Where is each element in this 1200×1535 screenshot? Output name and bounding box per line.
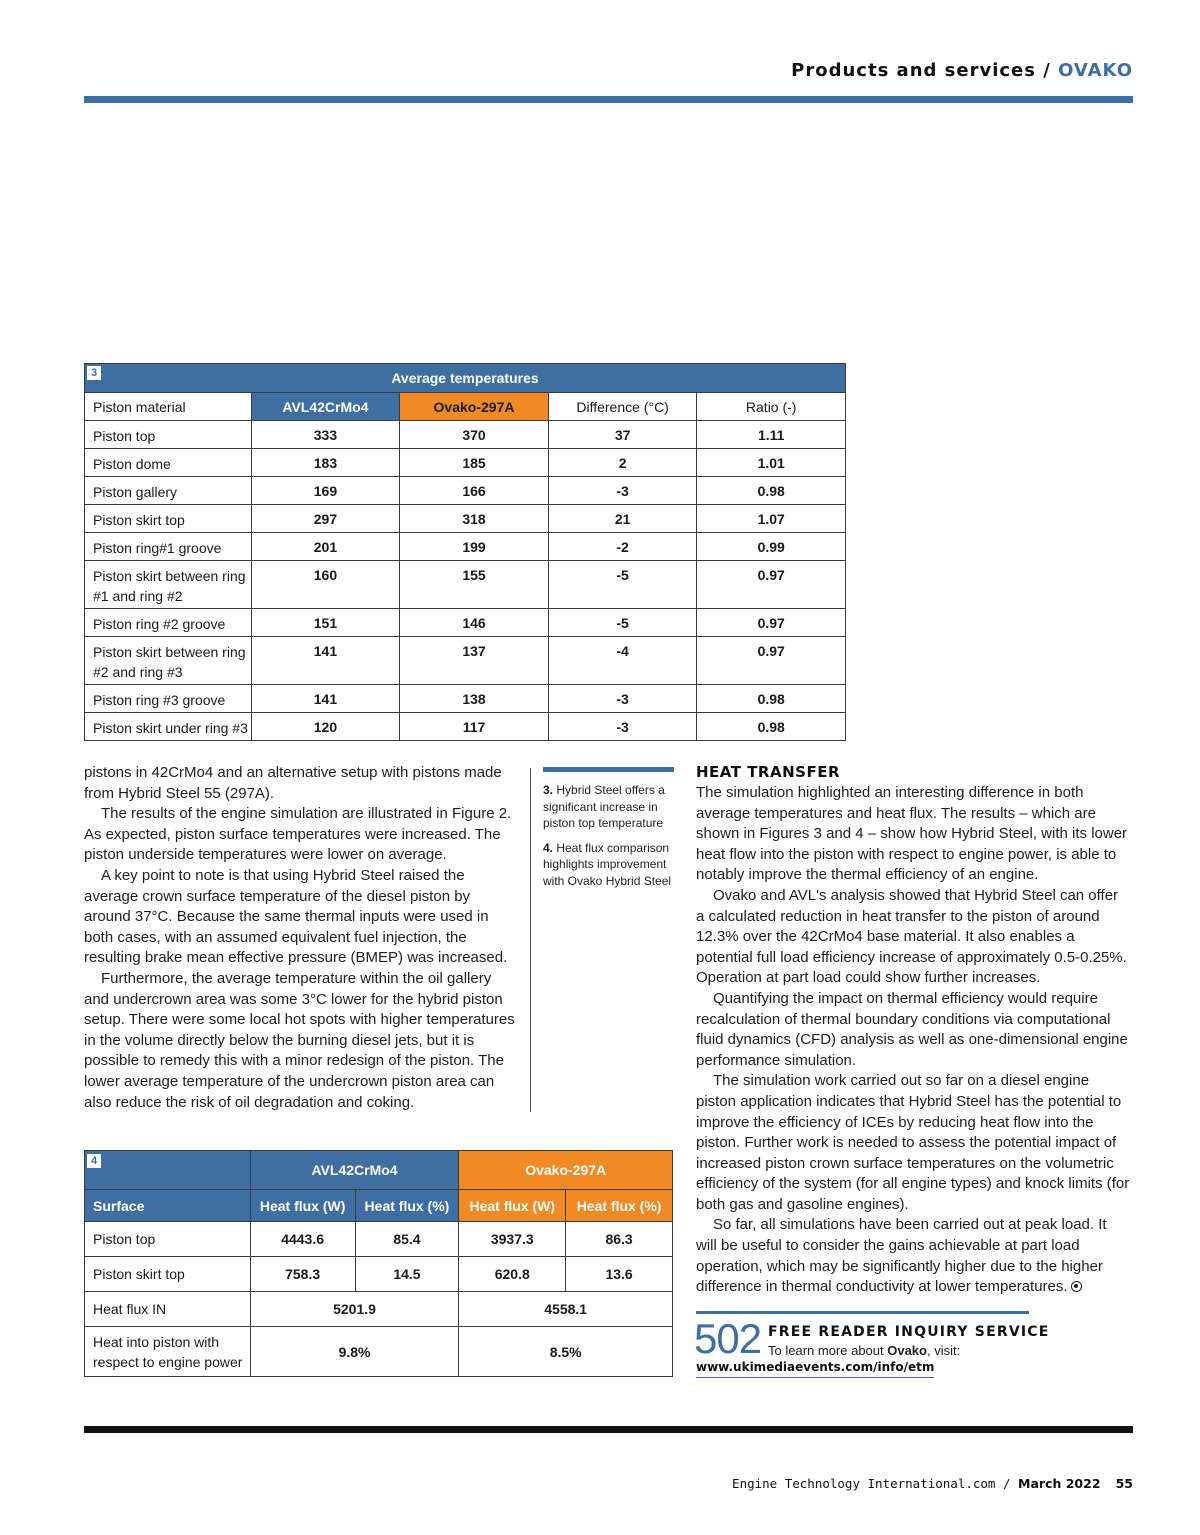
article-column-1 — [84, 763, 516, 1113]
paragraph: Quantifying the impact on thermal efficiency would require recalculation of thermal boundary conditions via computational fluid dynamics (CFD) analysis as well as one-dimensional engine performance simulation. — [696, 989, 1128, 1069]
table-cell: -2 — [548, 533, 697, 561]
paragraph: Furthermore, the average temperature within the oil gallery and undercrown area was some 3°C lower for the hybrid piston setup. There were some local hot spots with higher temperatures in the volume directly below the burning diesel jets, but it is possible to remedy this with a minor redesign of the piston. The lower average temperature of the undercrown piston area can also reduce the risk of oil degradation and coking. — [84, 969, 515, 1111]
table-cell: 13.6 — [566, 1257, 673, 1292]
table-cell: 8.5% — [459, 1327, 673, 1377]
group-header: AVL42CrMo4 — [250, 1151, 459, 1190]
brand-label: OVAKO — [1058, 60, 1133, 81]
figure-captions — [543, 782, 675, 897]
table-cell: 1.07 — [697, 505, 846, 533]
inquiry-company: Ovako — [887, 1343, 927, 1358]
table-cell: 141 — [251, 685, 400, 713]
table-cell: 37 — [548, 421, 697, 449]
paragraph: A key point to note is that using Hybrid Steel raised the average crown surface temperature of the diesel piston by around 37°C. Because the same thermal inputs were used in both cases, with an assumed equivalent fuel injection, the resulting brake mean effective pressure (BMEP) was increased. — [84, 866, 508, 967]
table-row — [85, 421, 846, 449]
table-row — [85, 609, 846, 637]
article-column-3 — [696, 783, 1130, 1298]
table-cell: 0.97 — [697, 637, 846, 685]
caption-text: Heat flux comparison highlights improvement with Ovako Hybrid Steel — [543, 840, 672, 888]
inquiry-rule — [696, 1311, 1029, 1314]
column-header: Surface — [85, 1190, 251, 1222]
table-row — [85, 713, 846, 741]
table-row — [85, 637, 846, 685]
paragraph: The results of the engine simulation are illustrated in Figure 2. As expected, piston surface temperatures were increased. The piston underside temperatures were lower on average. — [84, 805, 512, 864]
table-cell: 0.98 — [697, 477, 846, 505]
table-cell: 297 — [251, 505, 400, 533]
paragraph: The simulation work carried out so far on a diesel engine piston application indicates that Hybrid Steel has the potential to improve the efficiency of ICEs by reducing heat flow into the piston. Further work is needed to assess the potential impact of increased piston crown surface temperatures on the volumetric efficiency of the system (for all engine types) and knock limits (for both gas and gasoline engines). — [696, 1072, 1130, 1213]
table-row — [85, 1327, 673, 1377]
column-header: Heat flux (%) — [566, 1190, 673, 1222]
caption-rule — [543, 767, 674, 772]
table-row — [85, 477, 846, 505]
table-cell: 620.8 — [459, 1257, 566, 1292]
table-cell: 0.98 — [697, 713, 846, 741]
table-cell: -3 — [548, 477, 697, 505]
paragraph: Ovako and AVL's analysis showed that Hybrid Steel can offer a calculated reduction in heat transfer to the piston of around 12.3% over the 42CrMo4 base material. It also enables a potential full load efficiency increase of approximately 0.5-0.25%. Operation at part load could show further increases. — [696, 886, 1127, 987]
table-cell: 185 — [400, 449, 549, 477]
paragraph-last — [696, 1215, 1130, 1297]
row-label: Piston ring #3 groove — [85, 685, 252, 713]
caption-text: Hybrid Steel offers a significant increase in piston top temperature — [543, 783, 665, 830]
table-header-row — [85, 393, 846, 421]
section-heading: HEAT TRANSFER — [696, 763, 840, 781]
inquiry-title: FREE READER INQUIRY SERVICE — [768, 1324, 1050, 1340]
footer-site: Engine Technology International.com / — [732, 1476, 1019, 1491]
bottom-rule — [84, 1426, 1133, 1433]
row-label: Piston ring#1 groove — [85, 533, 252, 561]
table-cell: 146 — [400, 609, 549, 637]
row-label: Heat flux IN — [85, 1292, 251, 1327]
inquiry-text-after: , visit: — [926, 1343, 961, 1358]
end-mark-icon — [1071, 1281, 1082, 1292]
paragraph-text: So far, all simulations have been carried out at peak load. It will be useful to consider the gains achievable at part load operation, which may be significantly higher due to the higher difference in thermal conductivity at lower temperatures. — [696, 1216, 1107, 1296]
inquiry-text-before: To learn more about — [768, 1343, 888, 1358]
table-cell: 199 — [400, 533, 549, 561]
heat-flux-table — [84, 1150, 673, 1377]
caption-4 — [543, 840, 675, 890]
column-divider — [530, 768, 531, 1112]
row-label: Piston ring #2 groove — [85, 609, 252, 637]
table-cell: 155 — [400, 561, 549, 609]
table-cell: 201 — [251, 533, 400, 561]
table-cell: 4558.1 — [459, 1292, 673, 1327]
table-cell: 141 — [251, 637, 400, 685]
row-label: Piston gallery — [85, 477, 252, 505]
inquiry-url-link[interactable]: www.ukimediaevents.com/info/etm — [696, 1360, 934, 1378]
table-row — [85, 1292, 673, 1327]
table-title-row — [85, 1151, 673, 1190]
table-row — [85, 505, 846, 533]
table-cell: 138 — [400, 685, 549, 713]
section-header — [791, 60, 1133, 81]
caption-3 — [543, 782, 675, 832]
row-label: Heat into piston with respect to engine power — [85, 1327, 251, 1377]
caption-number: 4. — [543, 840, 554, 855]
top-rule — [84, 96, 1133, 103]
column-header: Piston material — [85, 393, 252, 421]
column-header: Heat flux (W) — [250, 1190, 355, 1222]
table-cell: 1.11 — [697, 421, 846, 449]
table-cell: 85.4 — [355, 1222, 459, 1257]
table-row — [85, 1222, 673, 1257]
table-cell: 137 — [400, 637, 549, 685]
figure-number: 3 — [87, 366, 101, 380]
table-cell: 5201.9 — [250, 1292, 459, 1327]
row-label: Piston dome — [85, 449, 252, 477]
table-cell: 166 — [400, 477, 549, 505]
table-cell: 0.97 — [697, 609, 846, 637]
paragraph: pistons in 42CrMo4 and an alternative setup with pistons made from Hybrid Steel 55 (297A). — [84, 764, 502, 802]
table-cell: 0.99 — [697, 533, 846, 561]
column-header: AVL42CrMo4 — [251, 393, 400, 421]
inquiry-number: 502 — [694, 1315, 762, 1362]
table-cell: -3 — [548, 713, 697, 741]
table-cell: 370 — [400, 421, 549, 449]
table-cell: 0.97 — [697, 561, 846, 609]
table-row — [85, 533, 846, 561]
table-cell: 120 — [251, 713, 400, 741]
table-cell: 3937.3 — [459, 1222, 566, 1257]
inquiry-text — [768, 1343, 960, 1358]
column-header: Ratio (-) — [697, 393, 846, 421]
row-label: Piston skirt top — [85, 505, 252, 533]
table-cell: -3 — [548, 685, 697, 713]
table-cell: 1.01 — [697, 449, 846, 477]
row-label: Piston top — [85, 421, 252, 449]
column-header: Heat flux (W) — [459, 1190, 566, 1222]
table-cell: 9.8% — [250, 1327, 459, 1377]
table-cell: 21 — [548, 505, 697, 533]
group-header: Ovako-297A — [459, 1151, 673, 1190]
table-cell: 0.98 — [697, 685, 846, 713]
table-row — [85, 1257, 673, 1292]
table-cell: 333 — [251, 421, 400, 449]
average-temperatures-table — [84, 363, 846, 741]
table-cell: 117 — [400, 713, 549, 741]
table-header-row — [85, 1190, 673, 1222]
row-label: Piston top — [85, 1222, 251, 1257]
page-footer — [732, 1476, 1133, 1491]
footer-issue: March 2022 — [1018, 1476, 1101, 1491]
column-header: Difference (°C) — [548, 393, 697, 421]
table-cell: 151 — [251, 609, 400, 637]
table-cell: 160 — [251, 561, 400, 609]
table-cell: 183 — [251, 449, 400, 477]
section-label: Products and services / — [791, 60, 1051, 81]
table-cell: 4443.6 — [250, 1222, 355, 1257]
table-row — [85, 561, 846, 609]
table-title-row — [85, 364, 846, 393]
table-cell: 318 — [400, 505, 549, 533]
column-header: Ovako-297A — [400, 393, 549, 421]
table-cell: -5 — [548, 609, 697, 637]
table-cell: -4 — [548, 637, 697, 685]
row-label: Piston skirt between ring #1 and ring #2 — [85, 561, 252, 609]
row-label: Piston skirt between ring #2 and ring #3 — [85, 637, 252, 685]
row-label: Piston skirt under ring #3 — [85, 713, 252, 741]
table-cell: 758.3 — [250, 1257, 355, 1292]
page-number: 55 — [1115, 1476, 1133, 1491]
row-label: Piston skirt top — [85, 1257, 251, 1292]
paragraph: The simulation highlighted an interesting difference in both average temperatures and heat flux. The results – which are shown in Figures 3 and 4 – show how Hybrid Steel, with its lower heat flow into the piston with respect to engine power, is able to notably improve the thermal efficiency of an engine. — [696, 784, 1128, 884]
caption-number: 3. — [543, 783, 554, 797]
column-header: Heat flux (%) — [355, 1190, 459, 1222]
table-cell: -5 — [548, 561, 697, 609]
table-cell: 169 — [251, 477, 400, 505]
table-title: Average temperatures — [391, 370, 539, 386]
figure-number: 4 — [87, 1154, 101, 1168]
table-cell: 14.5 — [355, 1257, 459, 1292]
table-cell: 2 — [548, 449, 697, 477]
table-row — [85, 449, 846, 477]
table-row — [85, 685, 846, 713]
table-cell: 86.3 — [566, 1222, 673, 1257]
